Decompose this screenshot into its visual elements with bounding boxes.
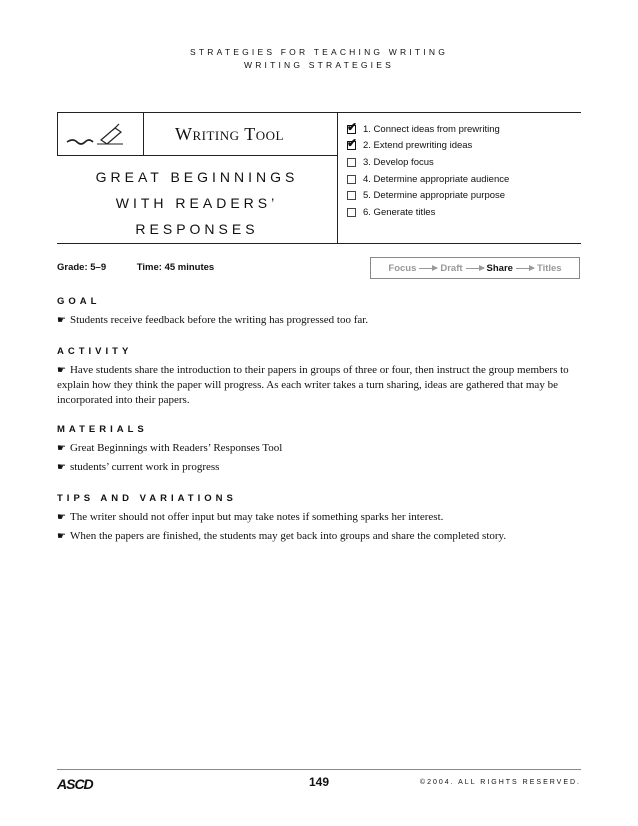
checkbox — [347, 175, 356, 184]
checklist-text: 6. Generate titles — [363, 206, 436, 218]
checkbox-checked — [347, 119, 358, 134]
list-item: ☛ Have students share the introduction to their papers in groups of three or four, then instruct the group members to explain how they think the paper will progress. As each writer takes a turn sharing, ideas are gathered that may be incorporated into their papers. — [57, 364, 569, 406]
flow-step-draft: Draft — [440, 262, 463, 274]
checklist-item — [347, 138, 509, 155]
pointing-hand-icon: ☛ — [57, 531, 66, 542]
tips-section — [57, 493, 577, 548]
arrow-right-icon — [516, 268, 534, 269]
section-heading: ACTIVITY — [57, 346, 133, 357]
tool-title — [57, 164, 337, 242]
pointing-hand-icon: ☛ — [57, 462, 66, 473]
page-number: 149 — [308, 775, 330, 789]
pointing-hand-icon: ☛ — [57, 315, 66, 326]
header-line-2: WRITING STRATEGIES — [243, 60, 394, 70]
checklist-item — [347, 171, 509, 188]
section-heading: MATERIALS — [57, 424, 148, 435]
check-mark-icon: ✔ — [347, 136, 358, 151]
activity-section — [57, 346, 577, 412]
tool-box — [57, 112, 581, 244]
grade-label: Grade: 5–9 — [57, 262, 107, 273]
checkbox — [347, 208, 356, 217]
checklist-item — [347, 121, 509, 138]
writing-hand-icon — [57, 112, 143, 155]
checklist-text: 5. Determine appropriate purpose — [363, 190, 506, 202]
list-item: ☛ Students receive feedback before the writing has progressed too far. — [57, 314, 369, 326]
writing-process-flow — [370, 257, 580, 279]
title-line-2: WITH READERS’ — [115, 195, 279, 211]
flow-step-titles: Titles — [536, 262, 562, 274]
tool-label: Writing Tool — [175, 124, 284, 144]
checkbox — [347, 191, 356, 200]
title-line-3: RESPONSES — [135, 221, 259, 237]
section-heading: TIPS AND VARIATIONS — [57, 493, 237, 504]
checklist-text: 2. Extend prewriting ideas — [363, 140, 473, 152]
section-heading: GOAL — [57, 296, 101, 307]
footer-rule — [57, 769, 581, 770]
checklist — [347, 121, 509, 221]
list-item: ☛ students’ current work in progress — [57, 461, 220, 473]
title-line-1: GREAT BEGINNINGS — [95, 169, 299, 185]
copyright: ©2004. ALL RIGHTS RESERVED. — [419, 779, 581, 786]
materials-section — [57, 424, 577, 479]
checklist-text: 4. Determine appropriate audience — [363, 173, 510, 185]
checklist-text: 1. Connect ideas from prewriting — [363, 123, 500, 135]
checkbox-checked — [347, 136, 358, 151]
arrow-right-icon — [466, 268, 484, 269]
checkbox — [347, 158, 356, 167]
list-item: ☛ Great Beginnings with Readers’ Responses Tool — [57, 442, 283, 454]
list-item: ☛ The writer should not offer input but may take notes if something sparks her interest. — [57, 511, 444, 523]
flow-step-share: Share — [486, 262, 513, 274]
pointing-hand-icon: ☛ — [57, 443, 66, 454]
arrow-right-icon — [419, 268, 437, 269]
ascd-logo: ASCD — [57, 776, 93, 792]
checklist-item — [347, 204, 509, 221]
check-mark-icon: ✔ — [347, 119, 358, 134]
checklist-text: 3. Develop focus — [363, 156, 434, 168]
running-header — [0, 46, 638, 72]
goal-section — [57, 296, 577, 332]
flow-step-focus: Focus — [388, 262, 417, 274]
checklist-item — [347, 154, 509, 171]
checklist-item — [347, 187, 509, 204]
grade-time — [57, 262, 242, 273]
pointing-hand-icon: ☛ — [57, 365, 66, 376]
time-label: Time: 45 minutes — [136, 262, 215, 273]
header-line-1: STRATEGIES FOR TEACHING WRITING — [189, 47, 449, 57]
pointing-hand-icon: ☛ — [57, 512, 66, 523]
list-item: ☛ When the papers are finished, the students may get back into groups and share the completed story. — [57, 530, 507, 542]
